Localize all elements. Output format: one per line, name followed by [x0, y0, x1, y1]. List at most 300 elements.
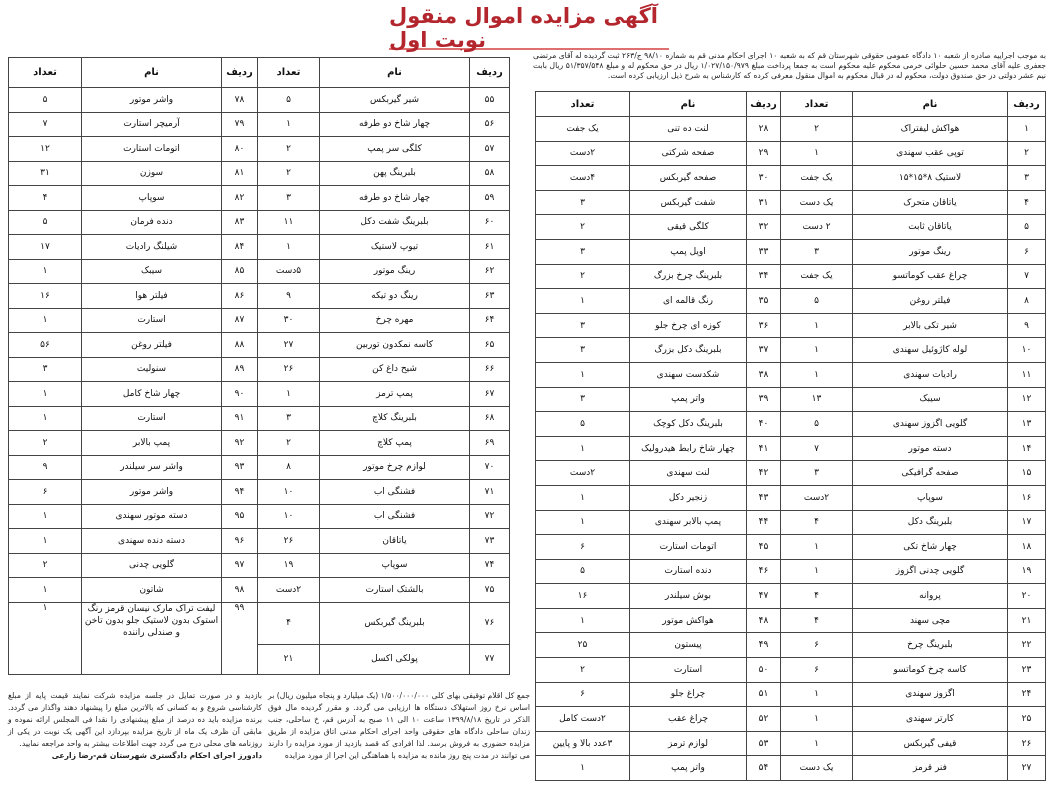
item-name: لاستیک ۸*۱۵*۱۵ — [853, 166, 1008, 191]
row-number: ۸۵ — [222, 259, 258, 284]
row-number: ۹۸ — [222, 578, 258, 603]
row-number: ۶۰ — [470, 210, 510, 235]
item-count: یک جفت — [781, 166, 853, 191]
row-number: ۹۷ — [222, 553, 258, 578]
table-row — [9, 235, 510, 260]
items-table-left — [8, 57, 510, 675]
item-name: چراغ عقب کوماتسو — [853, 264, 1008, 289]
item-name: اگزوز سهندی — [853, 682, 1008, 707]
row-number: ۷۳ — [470, 529, 510, 554]
item-name: اتومات استارت — [630, 535, 747, 560]
row-number: ۳۴ — [747, 264, 781, 289]
item-name: چراغ عقب — [630, 707, 747, 732]
item-name: بالشتک استارت — [320, 578, 470, 603]
table-row — [536, 117, 1046, 142]
row-number: ۴۸ — [747, 608, 781, 633]
item-count: ۲۶ — [258, 357, 320, 382]
table-row — [536, 485, 1046, 510]
item-name: بلبرینگ دکل — [853, 510, 1008, 535]
table-row — [536, 535, 1046, 560]
item-name: هواکش موتور — [630, 608, 747, 633]
item-name: فنر قرمز — [853, 756, 1008, 781]
row-number: ۸۷ — [222, 308, 258, 333]
item-count: ۱۶ — [536, 584, 630, 609]
row-number: ۷۴ — [470, 553, 510, 578]
row-number: ۶۹ — [470, 431, 510, 456]
item-name: گلویی چدنی اگزوز — [853, 559, 1008, 584]
row-number: ۱۳ — [1008, 412, 1046, 437]
table-row — [9, 210, 510, 235]
item-count: ۱ — [536, 608, 630, 633]
item-name: چراغ جلو — [630, 682, 747, 707]
row-number: ۷۶ — [470, 602, 510, 644]
item-name: رنگ قالمه ای — [630, 289, 747, 314]
table-row — [536, 633, 1046, 658]
item-count: ۱ — [9, 504, 82, 529]
row-number: ۲۲ — [1008, 633, 1046, 658]
row-number: ۳۱ — [747, 190, 781, 215]
row-number: ۹۵ — [222, 504, 258, 529]
table-row — [536, 707, 1046, 732]
item-count: یک جفت — [781, 264, 853, 289]
header-row-no: ردیف — [470, 58, 510, 88]
item-count: ۲ — [9, 431, 82, 456]
item-name: رینگ موتور — [320, 259, 470, 284]
row-number: ۵۰ — [747, 658, 781, 683]
table-row — [536, 608, 1046, 633]
item-name: کوزه ای چرخ جلو — [630, 313, 747, 338]
item-count: ۱ — [258, 112, 320, 137]
table-row — [536, 190, 1046, 215]
item-count: ۲۶ — [258, 529, 320, 554]
item-count: ۳ — [258, 406, 320, 431]
item-name: شاتون — [82, 578, 222, 603]
item-name: تیوپ لاستیک — [320, 235, 470, 260]
item-name: بلبرینگ پهن — [320, 161, 470, 186]
row-number: ۸ — [1008, 289, 1046, 314]
item-count: ۶ — [536, 535, 630, 560]
item-name: لنت سهندی — [630, 461, 747, 486]
item-name: شیر گیربکس — [320, 88, 470, 113]
table-row — [536, 313, 1046, 338]
item-count: ۲ دست — [781, 215, 853, 240]
table-header — [536, 92, 1046, 117]
item-count: ۸ — [258, 455, 320, 480]
item-count: ۳ — [258, 186, 320, 211]
item-count: ۱ — [781, 682, 853, 707]
item-count: ۲دست — [536, 461, 630, 486]
item-count: یک دست — [781, 756, 853, 781]
row-number: ۵ — [1008, 215, 1046, 240]
table-row — [536, 731, 1046, 756]
row-number: ۱۵ — [1008, 461, 1046, 486]
row-number: ۲۳ — [1008, 658, 1046, 683]
item-name: چهار شاخ تکی — [853, 535, 1008, 560]
row-number: ۱ — [1008, 117, 1046, 142]
row-number: ۶۱ — [470, 235, 510, 260]
table-row — [9, 112, 510, 137]
header-row-no: ردیف — [222, 58, 258, 88]
row-number: ۴ — [1008, 190, 1046, 215]
item-name: مچی سهند — [853, 608, 1008, 633]
footer-left-text: بازدید و در صورت تمایل در جلسه مزایده شرکت نمایند قیمت پایه از مبلغ کارشناسی شروع و به کسانی که بالاترین مبلغ را پیشنهاد دهند واگذار می گردد. برنده مزایده باید ده درصد از مبلغ پیشنهادی را نقدا فی المجلس ارائه نموده و مابقی آن ظرف یک ماه از تاریخ مزایده بپردازد این آگهی یک نوبت در یکی از روزنامه های محلی درج می گردد جهت اطلاعات بیشتر به واحد مراجعه نمایید. — [8, 691, 262, 748]
row-number: ۹۶ — [222, 529, 258, 554]
item-name: اتومات استارت — [82, 137, 222, 162]
table-row — [9, 137, 510, 162]
item-name: بلبرینگ شفت دکل — [320, 210, 470, 235]
table-row — [536, 239, 1046, 264]
table-row — [536, 338, 1046, 363]
item-count: ۷ — [781, 436, 853, 461]
table-row — [536, 584, 1046, 609]
item-count: ۱۶ — [9, 284, 82, 309]
item-name: مهره چرخ — [320, 308, 470, 333]
item-count: ۲ — [781, 117, 853, 142]
item-count: ۵ — [781, 412, 853, 437]
item-count: ۲ — [536, 264, 630, 289]
item-name: استارت — [82, 406, 222, 431]
table-row — [9, 382, 510, 407]
table-row — [536, 559, 1046, 584]
item-name: شیلنگ رادیات — [82, 235, 222, 260]
row-number: ۲ — [1008, 141, 1046, 166]
item-name: فیلتر هوا — [82, 284, 222, 309]
row-number: ۵۳ — [747, 731, 781, 756]
row-number: ۸۰ — [222, 137, 258, 162]
item-name: چهار شاخ رابط هیدرولیک — [630, 436, 747, 461]
item-count: ۱ — [781, 535, 853, 560]
item-name: کلگی قیقی — [630, 215, 747, 240]
item-count: ۱ — [258, 382, 320, 407]
row-number: ۲۴ — [1008, 682, 1046, 707]
item-count: ۱ — [781, 731, 853, 756]
table-row — [9, 284, 510, 309]
item-count: ۱ — [781, 362, 853, 387]
item-name: بلبرینگ دکل بزرگ — [630, 338, 747, 363]
table-row — [9, 186, 510, 211]
row-number: ۶۳ — [470, 284, 510, 309]
item-name: یاتاقان — [320, 529, 470, 554]
row-number: ۴۷ — [747, 584, 781, 609]
row-number: ۷۸ — [222, 88, 258, 113]
row-number: ۵۹ — [470, 186, 510, 211]
header-row-no: ردیف — [747, 92, 781, 117]
row-number: ۲۷ — [1008, 756, 1046, 781]
row-number: ۳۰ — [747, 166, 781, 191]
item-name: سوپاپ — [320, 553, 470, 578]
row-number: ۶۲ — [470, 259, 510, 284]
item-name: گلویی چدنی — [82, 553, 222, 578]
row-number: ۳۷ — [747, 338, 781, 363]
row-number: ۳۶ — [747, 313, 781, 338]
row-number: ۵۸ — [470, 161, 510, 186]
row-number: ۴۵ — [747, 535, 781, 560]
item-name: کلگی سر پمپ — [320, 137, 470, 162]
row-number: ۳۵ — [747, 289, 781, 314]
item-name: سیبک — [82, 259, 222, 284]
item-count: ۲۱ — [258, 644, 320, 674]
row-number: ۳ — [1008, 166, 1046, 191]
row-number: ۹۱ — [222, 406, 258, 431]
item-count: ۱ — [258, 235, 320, 260]
row-number: ۹۳ — [222, 455, 258, 480]
row-number: ۱۰ — [1008, 338, 1046, 363]
table-row — [9, 88, 510, 113]
row-number: ۹ — [1008, 313, 1046, 338]
table-row — [9, 431, 510, 456]
header-name: نام — [630, 92, 747, 117]
header-count: تعداد — [9, 58, 82, 88]
item-name: زنجیر دکل — [630, 485, 747, 510]
table-row — [9, 455, 510, 480]
item-name: اویل پمپ — [630, 239, 747, 264]
table-row — [536, 362, 1046, 387]
item-count: ۳ — [781, 239, 853, 264]
row-number: ۴۰ — [747, 412, 781, 437]
row-number: ۳۸ — [747, 362, 781, 387]
item-count: ۱ — [536, 510, 630, 535]
table-row — [9, 553, 510, 578]
row-number: ۳۲ — [747, 215, 781, 240]
row-number: ۴۳ — [747, 485, 781, 510]
item-name: بلبرینگ چرخ — [853, 633, 1008, 658]
intro-text: به موجب اجراییه صادره از شعبه ۱۰ دادگاه عمومی حقوقی شهرستان قم که به شعبه ۱۰ اجرای احکام مدنی قم به شماره ۹۸/۱۰ ج/۲۶۳ ثبت گردیده له آقای مرتضی جعفری علیه آقای محمد حسین حلوائی خرمی محکوم علیه محکوم است به جمعا پرداخت مبلغ ۱/۰۲۷/۱۵۰/۹۷۹ ریال در حق محکوم له و مبلغ ۵۱/۳۵۷/۵۴۸ ریال بابت نیم عشر دولتی در حق صندوق دولت، محکوم له در قبال محکوم به اموال منقول معرفی کرده که کارشناس به شرح ذیل ارزیابی کرده است. — [533, 51, 1046, 80]
row-number: ۸۹ — [222, 357, 258, 382]
row-number: ۲۵ — [1008, 707, 1046, 732]
item-count: ۲۵ — [536, 633, 630, 658]
row-number: ۱۲ — [1008, 387, 1046, 412]
item-name: لوازم چرخ موتور — [320, 455, 470, 480]
row-number: ۱۷ — [1008, 510, 1046, 535]
item-name: شیر تکی بالابر — [853, 313, 1008, 338]
table-row — [9, 480, 510, 505]
item-count: ۳ — [536, 190, 630, 215]
item-name: رینگ دو تیکه — [320, 284, 470, 309]
table-header — [9, 58, 510, 88]
item-name: لوله کاژوئیل سهندی — [853, 338, 1008, 363]
row-number: ۲۹ — [747, 141, 781, 166]
item-count: ۲ — [536, 658, 630, 683]
row-number: ۶۸ — [470, 406, 510, 431]
header-name: نام — [320, 58, 470, 88]
row-number: ۲۱ — [1008, 608, 1046, 633]
row-number: ۳۳ — [747, 239, 781, 264]
row-number: ۳۹ — [747, 387, 781, 412]
item-name: هواکش لیفتراک — [853, 117, 1008, 142]
item-count: ۱۳ — [781, 387, 853, 412]
table-row — [9, 529, 510, 554]
item-count: ۴ — [258, 602, 320, 644]
item-count: ۵ — [258, 88, 320, 113]
row-number: ۶۴ — [470, 308, 510, 333]
item-name: پمپ بالابر — [82, 431, 222, 456]
item-count: ۱۲ — [9, 137, 82, 162]
table-row — [536, 658, 1046, 683]
item-name: بلبرینگ گیربکس — [320, 602, 470, 644]
row-number: ۴۹ — [747, 633, 781, 658]
item-count: ۲ — [258, 137, 320, 162]
item-count: ۵ — [536, 559, 630, 584]
item-count: ۱ — [781, 141, 853, 166]
item-name: بلبرینگ دکل کوچک — [630, 412, 747, 437]
item-name: دسته موتور سهندی — [82, 504, 222, 529]
item-count: ۵ — [9, 88, 82, 113]
item-count: ۱ — [781, 313, 853, 338]
item-name: صفحه گرافیکی — [853, 461, 1008, 486]
item-count: ۲ — [258, 431, 320, 456]
item-count: ۳ — [781, 461, 853, 486]
item-count: ۵۶ — [9, 333, 82, 358]
item-count: ۲ — [258, 161, 320, 186]
item-name: فیلتر روغن — [82, 333, 222, 358]
row-number: ۱۴ — [1008, 436, 1046, 461]
item-count: ۹ — [9, 455, 82, 480]
item-count: ۴ — [781, 510, 853, 535]
item-count: ۱۰ — [258, 504, 320, 529]
item-name: دنده فرمان — [82, 210, 222, 235]
item-count: ۱ — [781, 707, 853, 732]
row-number: ۴۲ — [747, 461, 781, 486]
item-count: ۱ — [781, 559, 853, 584]
table-row — [536, 682, 1046, 707]
item-name: چهار شاخ کامل — [82, 382, 222, 407]
table-row — [9, 504, 510, 529]
item-name: دنده استارت — [630, 559, 747, 584]
row-number: ۶۷ — [470, 382, 510, 407]
header-count: تعداد — [258, 58, 320, 88]
table-row — [9, 161, 510, 186]
header-count: تعداد — [536, 92, 630, 117]
item-count: ۳ — [536, 387, 630, 412]
item-name: صفحه گیربکس — [630, 166, 747, 191]
item-name: شکدست سهندی — [630, 362, 747, 387]
item-name: فشنگی اب — [320, 480, 470, 505]
item-count: ۲ — [9, 553, 82, 578]
item-name: بلبرینگ چرخ بزرگ — [630, 264, 747, 289]
item-count: یک دست — [781, 190, 853, 215]
table-row — [536, 166, 1046, 191]
item-name: توپی عقب سهندی — [853, 141, 1008, 166]
item-count: ۶ — [781, 633, 853, 658]
header-count: تعداد — [781, 92, 853, 117]
item-name: سنولیت — [82, 357, 222, 382]
item-name: قیفی گیربکس — [853, 731, 1008, 756]
table-row — [536, 215, 1046, 240]
table-row — [536, 141, 1046, 166]
item-name: دسته دنده سهندی — [82, 529, 222, 554]
item-count: ۱ — [9, 259, 82, 284]
item-name: فیلتر روغن — [853, 289, 1008, 314]
item-name: سوپاپ — [82, 186, 222, 211]
row-number: ۷۱ — [470, 480, 510, 505]
item-count: ۲دست — [781, 485, 853, 510]
item-count: ۶ — [781, 658, 853, 683]
item-name: واشر موتور — [82, 88, 222, 113]
signature: دادورز اجرای احکام دادگستری شهرستان قم-رضا زارعی — [51, 751, 262, 760]
item-name: پمپ ترمز — [320, 382, 470, 407]
table-row — [9, 406, 510, 431]
row-number: ۶۶ — [470, 357, 510, 382]
row-number: ۲۸ — [747, 117, 781, 142]
item-count: ۱ — [9, 308, 82, 333]
item-count: ۴ — [9, 186, 82, 211]
row-number: ۷۰ — [470, 455, 510, 480]
items-table-right — [535, 91, 1046, 781]
item-name: لیفت تراک مارک نیسان قرمز رنگ استوک بدون لاستیک جلو بدون تاخن و صندلی راننده — [82, 602, 222, 674]
row-number: ۴۴ — [747, 510, 781, 535]
item-name: واشر سر سیلندر — [82, 455, 222, 480]
item-name: فشنگی اب — [320, 504, 470, 529]
ad-title: آگهی مزایده اموال منقول نوبت اول — [389, 4, 658, 52]
item-count: ۲ — [536, 215, 630, 240]
row-number: ۹۴ — [222, 480, 258, 505]
item-count: ۳۱ — [9, 161, 82, 186]
row-number: ۶ — [1008, 239, 1046, 264]
row-number: ۷۵ — [470, 578, 510, 603]
table-row — [9, 333, 510, 358]
item-name: لنت ده تنی — [630, 117, 747, 142]
item-count: ۴دست — [536, 166, 630, 191]
table-row — [536, 461, 1046, 486]
item-count: ۲دست — [258, 578, 320, 603]
table-row — [9, 357, 510, 382]
row-number: ۵۶ — [470, 112, 510, 137]
table-row — [536, 289, 1046, 314]
row-number: ۹۲ — [222, 431, 258, 456]
item-count: ۲دست — [536, 141, 630, 166]
row-number: ۷۹ — [222, 112, 258, 137]
footer-middle-text: جمع کل اقلام توقیفی بهای کلی ۱/۵۰۰/۰۰۰/۰۰۰ (یک میلیارد و پنجاه میلیون ریال) بر اساس نرخ روز استهلاک دستگاه ها ارزیابی می گردد. و مقرر گردیده مال فوق الذکر در تاریخ ۱۳۹۹/۸/۱۸ ساعت ۱۰ الی ۱۱ صبح به آدرس قم، خ ساحلی، جنب زندان ساحلی دادگاه های حقوقی واحد اجرای احکام مدنی اتاق مزایده از طریق مزایده حضوری به فروش برسد. لذا افرادی که قصد بازدید از مورد مزایده را دارند می توانند در مدت پنج روز مانده به مزایده با هماهنگی این اجرا از مورد مزایده — [268, 691, 530, 760]
item-count: ۱ — [536, 485, 630, 510]
row-number: ۷۷ — [470, 644, 510, 674]
row-number: ۱۶ — [1008, 485, 1046, 510]
row-number: ۸۴ — [222, 235, 258, 260]
row-number: ۵۱ — [747, 682, 781, 707]
row-number: ۲۰ — [1008, 584, 1046, 609]
item-count: ۶ — [9, 480, 82, 505]
item-count: ۱ — [9, 382, 82, 407]
table-row — [536, 412, 1046, 437]
item-name: سوزن — [82, 161, 222, 186]
row-number: ۸۶ — [222, 284, 258, 309]
header-name: نام — [853, 92, 1008, 117]
item-name: استارت — [630, 658, 747, 683]
item-count: ۱ — [9, 529, 82, 554]
row-number: ۷۲ — [470, 504, 510, 529]
item-name: واتر پمپ — [630, 756, 747, 781]
item-count: ۱ — [536, 436, 630, 461]
item-name: گلویی اگزوز سهندی — [853, 412, 1008, 437]
item-count: ۷ — [9, 112, 82, 137]
item-count: ۲دست کامل — [536, 707, 630, 732]
row-number: ۶۵ — [470, 333, 510, 358]
item-count: ۱ — [536, 362, 630, 387]
item-name: شیح داغ کن — [320, 357, 470, 382]
item-name: پمپ کلاچ — [320, 431, 470, 456]
table-row — [536, 756, 1046, 781]
row-number: ۹۰ — [222, 382, 258, 407]
row-number: ۵۵ — [470, 88, 510, 113]
row-number: ۵۲ — [747, 707, 781, 732]
row-number: ۴۶ — [747, 559, 781, 584]
item-count: ۱ — [536, 289, 630, 314]
item-name: رادیات سهندی — [853, 362, 1008, 387]
item-count: ۵ — [536, 412, 630, 437]
item-name: پمپ بالابر سهندی — [630, 510, 747, 535]
item-name: کاسه نمکدون توربین — [320, 333, 470, 358]
table-row — [536, 510, 1046, 535]
table-row — [536, 436, 1046, 461]
